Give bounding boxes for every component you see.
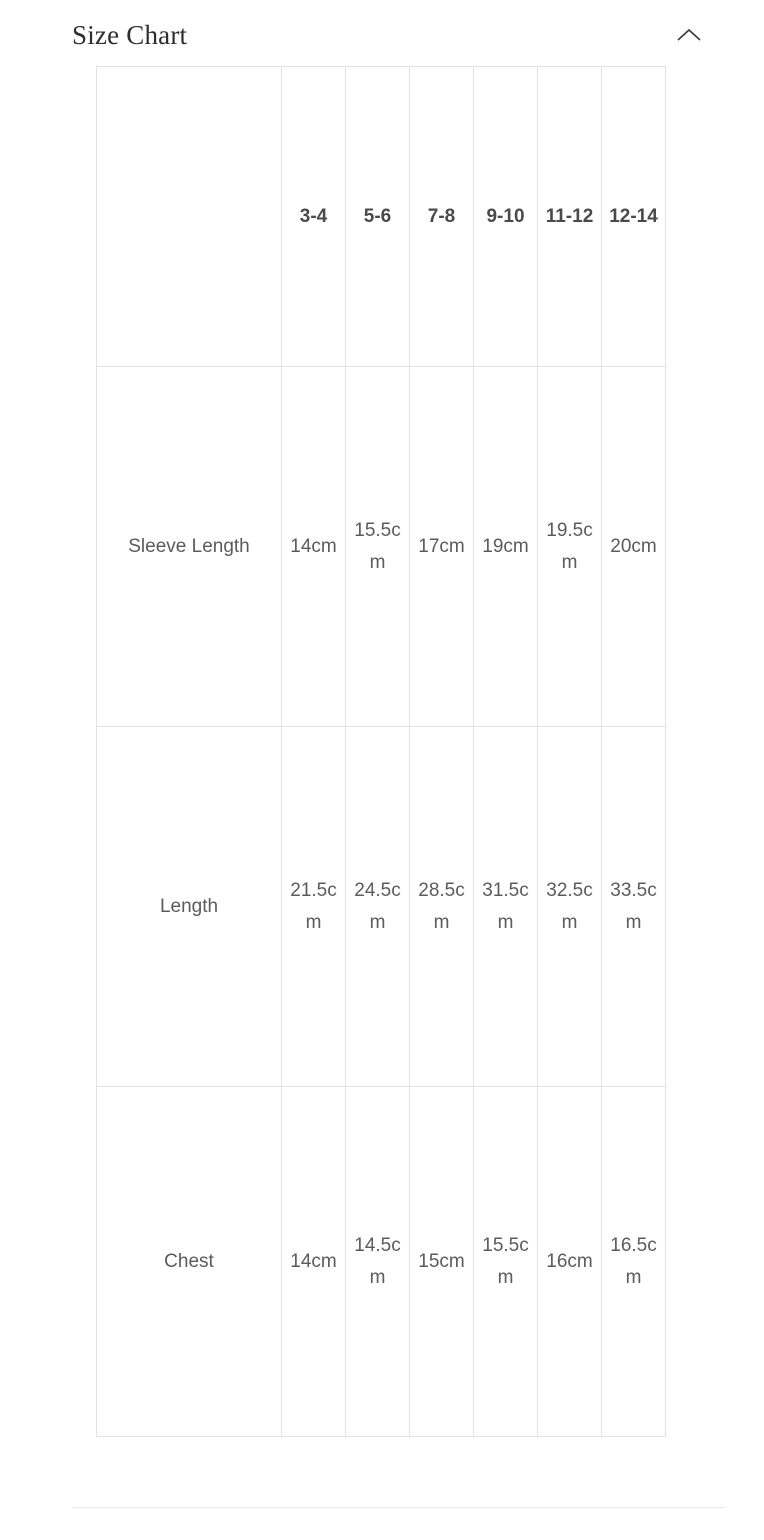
table-cell: 19cm — [474, 367, 538, 727]
table-cell: 17cm — [410, 367, 474, 727]
table-row — [97, 1087, 666, 1437]
row-label: Length — [97, 727, 282, 1087]
table-cell: 15.5cm — [346, 367, 410, 727]
table-cell: 14.5cm — [346, 1087, 410, 1437]
chevron-up-icon[interactable] — [672, 18, 706, 52]
row-label: Chest — [97, 1087, 282, 1437]
table-corner-cell — [97, 67, 282, 367]
table-cell: 19.5cm — [538, 367, 602, 727]
table-cell: 15.5cm — [474, 1087, 538, 1437]
table-cell: 24.5cm — [346, 727, 410, 1087]
table-cell: 16.5cm — [602, 1087, 666, 1437]
size-chart-header[interactable] — [0, 0, 764, 66]
column-header: 9-10 — [474, 67, 538, 367]
column-header: 12-14 — [602, 67, 666, 367]
chevron-up-glyph — [676, 27, 702, 43]
table-cell: 31.5cm — [474, 727, 538, 1087]
table-cell: 32.5cm — [538, 727, 602, 1087]
table-header-row — [97, 67, 666, 367]
column-header: 11-12 — [538, 67, 602, 367]
table-cell: 14cm — [282, 1087, 346, 1437]
table-cell: 14cm — [282, 367, 346, 727]
column-header: 7-8 — [410, 67, 474, 367]
table-cell: 15cm — [410, 1087, 474, 1437]
table-cell: 28.5cm — [410, 727, 474, 1087]
table-row — [97, 367, 666, 727]
column-header: 5-6 — [346, 67, 410, 367]
column-header: 3-4 — [282, 67, 346, 367]
table-row — [97, 727, 666, 1087]
row-label: Sleeve Length — [97, 367, 282, 727]
table-cell: 20cm — [602, 367, 666, 727]
page-title: Size Chart — [72, 19, 188, 50]
table-cell: 33.5cm — [602, 727, 666, 1087]
size-chart-table — [96, 66, 666, 1437]
section-divider — [72, 1507, 724, 1508]
size-chart-table-wrapper — [0, 66, 764, 1437]
table-cell: 21.5cm — [282, 727, 346, 1087]
table-cell: 16cm — [538, 1087, 602, 1437]
